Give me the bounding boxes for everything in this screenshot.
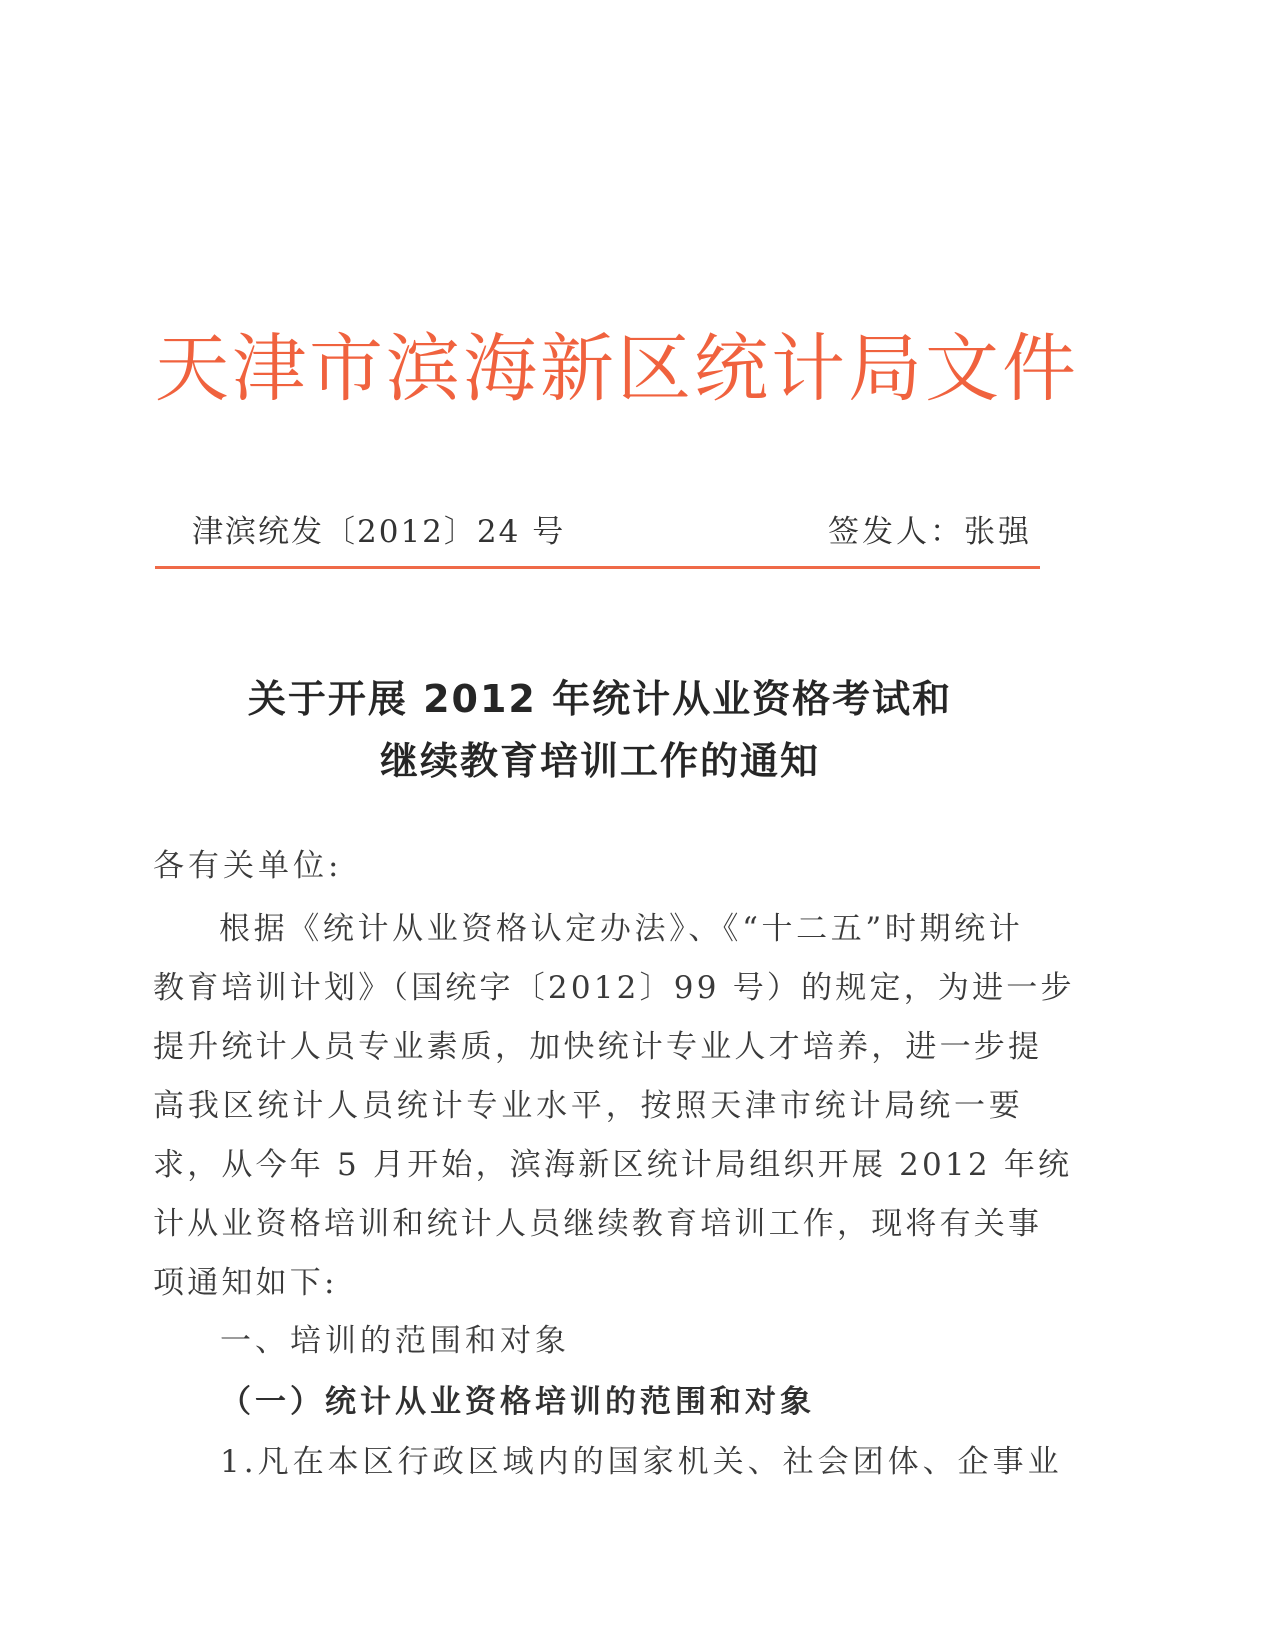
red-divider-line (155, 566, 1040, 569)
paragraph-line: 项通知如下: (153, 1265, 338, 1301)
notice-title-line-2: 继续教育培训工作的通知 (379, 739, 820, 783)
paragraph-line: 教育培训计划》（国统字〔2012〕99 号）的规定，为进一步 (153, 970, 1075, 1006)
paragraph-line: 求，从今年 5 月开始，滨海新区统计局组织开展 2012 年统 (153, 1147, 1073, 1183)
salutation: 各有关单位: (153, 848, 343, 884)
paragraph-line: 高我区统计人员统计专业水平，按照天津市统计局统一要 (153, 1088, 1023, 1124)
document-header-line (192, 506, 1032, 550)
issuer-signature: 签发人：张强 (828, 514, 1032, 550)
subsection-heading: （一）统计从业资格培训的范围和对象 (220, 1384, 815, 1420)
paragraph-line: 计从业资格培训和统计人员继续教育培训工作，现将有关事 (153, 1206, 1043, 1242)
document-number: 津滨统发〔2012〕24 号 (192, 514, 566, 550)
paragraph-line: 提升统计人员专业素质，加快统计专业人才培养，进一步提 (153, 1029, 1043, 1065)
list-item: 1.凡在本区行政区域内的国家机关、社会团体、企事业 (220, 1444, 1063, 1480)
body-paragraph (153, 900, 1075, 1313)
section-heading: 一、培训的范围和对象 (220, 1323, 570, 1359)
paragraph-line: 根据《统计从业资格认定办法》、《“十二五”时期统计 (219, 911, 1023, 947)
document-masthead: 天津市滨海新区统计局文件 (155, 326, 1079, 412)
notice-title-line-1: 关于开展 2012 年统计从业资格考试和 (247, 677, 953, 721)
